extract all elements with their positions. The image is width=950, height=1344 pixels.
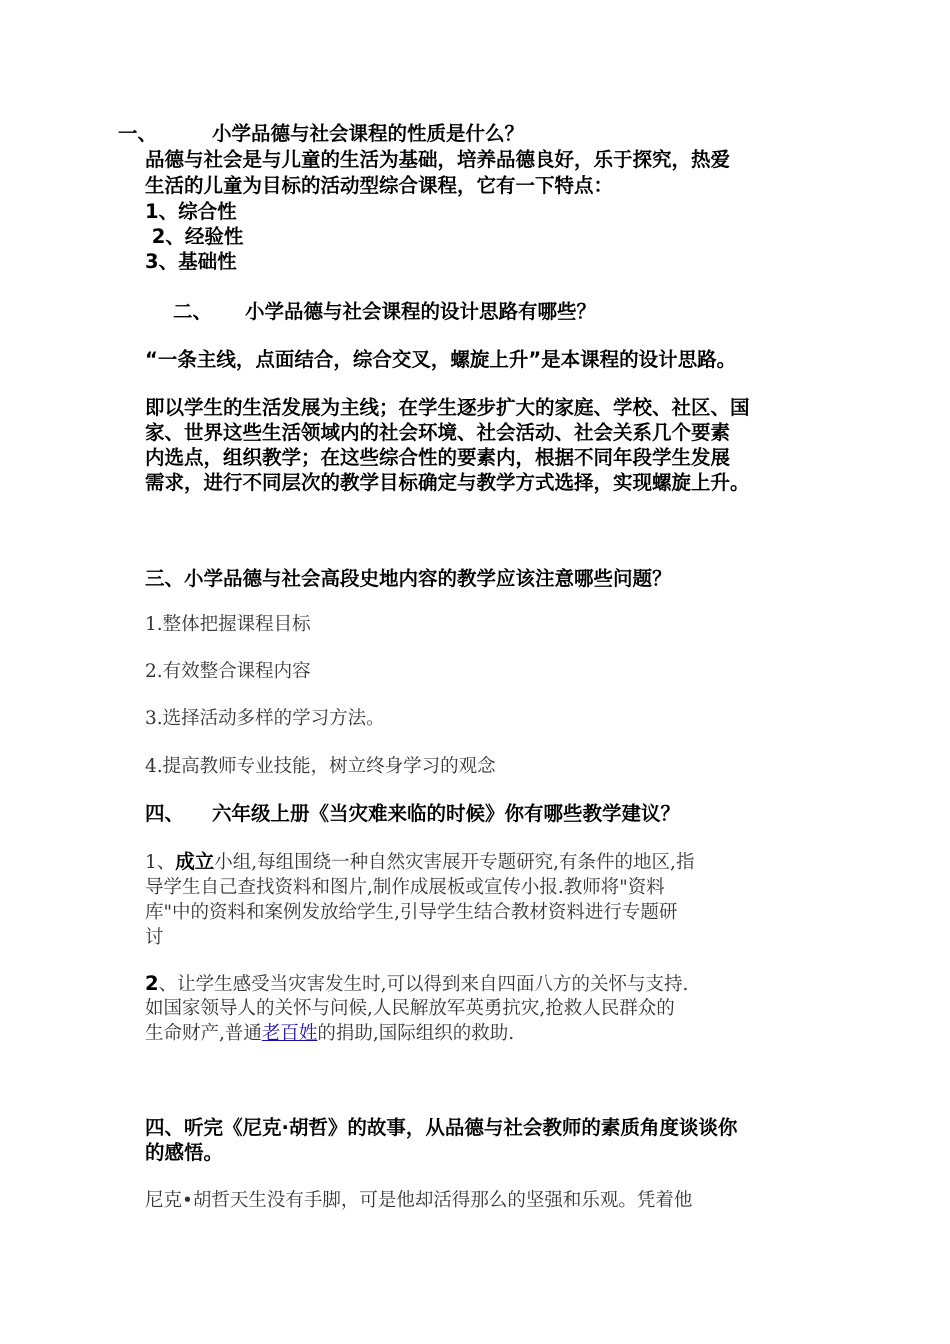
section4-p1-prefix: 1、: [145, 852, 176, 873]
section4-p1-bold: 成立: [175, 850, 215, 873]
section2-title: 小学品德与社会课程的设计思路有哪些？: [245, 300, 597, 323]
section4-p2-text: 的捐助,国际组织的救助.: [317, 1023, 515, 1044]
section1-item: 1、综合性: [145, 200, 237, 223]
section4-p2-line: [145, 1021, 514, 1046]
section4-title: 六年级上册《当灾难来临的时候》你有哪些教学建议？: [212, 802, 681, 825]
section1-item: 3、基础性: [145, 250, 237, 273]
section4-p1-line: 讨: [145, 927, 164, 948]
section1-item: 2、经验性: [145, 225, 244, 248]
section5-title-line: 四、听完《尼克·胡哲》的故事，从品德与社会教师的素质角度谈谈你: [145, 1116, 738, 1139]
section1-number: 一、: [118, 122, 158, 145]
section4-p2-line: [145, 971, 688, 997]
section2-line: 内选点，组织教学；在这些综合性的要素内，根据不同年段学生发展: [145, 446, 731, 469]
section5-line: 尼克•胡哲天生没有手脚，可是他却活得那么的坚强和乐观。凭着他: [145, 1190, 693, 1211]
section3-item: 2.有效整合课程内容: [145, 661, 311, 682]
section4-number: 四、: [145, 802, 185, 825]
section2-quote: “一条主线，点面结合，综合交叉，螺旋上升”是本课程的设计思路。: [145, 348, 737, 371]
section2-line: 即以学生的生活发展为主线；在学生逐步扩大的家庭、学校、社区、国: [145, 396, 750, 419]
section4-p2-line: 如国家领导人的关怀与问候,人民解放军英勇抗灾,抢救人民群众的: [145, 998, 675, 1019]
section3-item: 1.整体把握课程目标: [145, 614, 311, 635]
section2-line: 家、世界这些生活领域内的社会环境、社会活动、社会关系几个要素: [145, 421, 731, 444]
section4-p2-text: 生命财产,普通: [145, 1023, 262, 1044]
section2-number: 二、: [173, 300, 213, 323]
section4-p1-line: [145, 849, 694, 875]
section4-p1-line: 库"中的资料和案例发放给学生,引导学生结合教材资料进行专题研: [145, 902, 678, 923]
section1-title: 小学品德与社会课程的性质是什么？: [212, 122, 525, 145]
section4-p1-line: 导学生自己查找资料和图片,制作成展板或宣传小报.教师将"资料: [145, 877, 665, 898]
section1-line: 品德与社会是与儿童的生活为基础，培养品德良好，乐于探究，热爱: [145, 148, 731, 171]
section4-p1-text: 小组,每组围绕一种自然灾害展开专题研究,有条件的地区,指: [214, 852, 695, 873]
section5-title-line: 的感悟。: [145, 1141, 224, 1164]
section4-p2-prefix: 2: [145, 972, 159, 995]
section3-title: 三、小学品德与社会高段史地内容的教学应该注意哪些问题？: [145, 567, 672, 590]
section4-p2-text: 、让学生感受当灾害发生时,可以得到来自四面八方的关怀与支持.: [158, 974, 689, 995]
section2-line: 需求，进行不同层次的教学目标确定与教学方式选择，实现螺旋上升。: [145, 471, 750, 494]
laobaixing-link[interactable]: 老百姓: [261, 1023, 318, 1044]
section1-line: 生活的儿童为目标的活动型综合课程，它有一下特点：: [145, 174, 614, 197]
section3-item: 3.选择活动多样的学习方法。: [145, 708, 385, 729]
section3-item: 4.提高教师专业技能，树立终身学习的观念: [145, 756, 496, 777]
